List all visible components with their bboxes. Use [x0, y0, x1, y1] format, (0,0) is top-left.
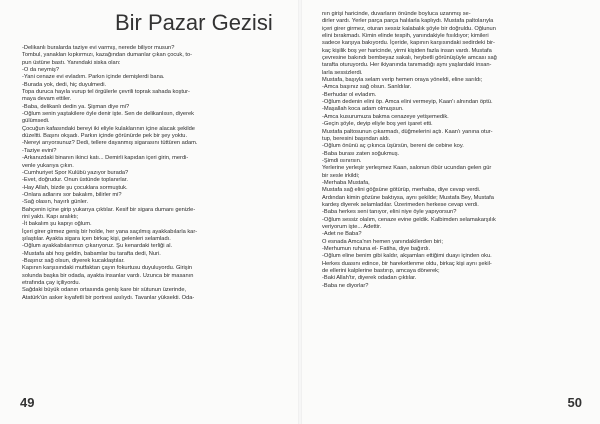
- text-line: tarafta oturuyordu. Her ikiyanında tanımadığı aynı yaşlardaki insan-: [322, 62, 492, 69]
- text-line: -Baba ne diyorlar?: [322, 282, 369, 289]
- text-line: etrafında çay içiliyordu.: [22, 280, 81, 286]
- text-line: O esnada Amca'nın hemen yanındakilerden biri;: [322, 238, 443, 245]
- text-line: Topa duruca hayıla vurup tel örgülerle çevrili toprak sahada koştur-: [22, 89, 190, 96]
- text-line: -O da neymiş?: [22, 67, 59, 74]
- text-line: -Evet, doğrudur. Onun üstünde toplanırlar.: [22, 177, 128, 184]
- text-line: Herkes duasını edince, bir hareketlenme oldu, birkaç kişi aynı şekil-: [322, 260, 492, 267]
- text-line: Yerlerine yerleşir yerleşmez Kaan, salonun öbür ucundan gelen gür: [322, 165, 492, 172]
- text-line: -Merhaba Mustafa,: [322, 179, 370, 186]
- text-line: -Oğlum eline benim gibi kaldır, akşamları ettiğimi duayı içinden oku.: [322, 253, 492, 260]
- text-line: rini yaktı. Kapı aralıktı;: [22, 213, 79, 220]
- text-line: sadece karşıya bakıyordu. İçeride, kapının karşısındaki sedirdeki bir-: [322, 40, 495, 47]
- text-line: veriyorum işte... Adettir.: [322, 223, 382, 230]
- text-line: şılaştılar. Ayakta sigara içen birkaç kişi, gelenleri selamladı.: [22, 235, 171, 242]
- text-line: -Baba herkes seni tanıyor, elini niye öyle yapıyorsun?: [322, 209, 457, 216]
- text-line: -Onlara adlarını sor bakalım, bilirler mi?: [22, 191, 122, 198]
- text-line: Çocuğun kafasındaki bereyi iki eliyle kulaklarının içine alacak şekilde: [22, 125, 195, 132]
- text-line: Mustafa, başıyla selam verip hemen oraya yöneldi, eline sarıldı;: [322, 77, 483, 84]
- text-line: Atatürk'ün asker kıyafetli bir portresi asılıydı. Tavanlar yüksekti. Oda-: [22, 294, 195, 301]
- text-line: Ardından kimin gözüne baktıysa, aynı şekilde; Mustafa Bey, Mustafa: [322, 194, 494, 201]
- text-line: İçeri girer girmez geniş bir holde, her yana saçılmış ayakkabılarla kar-: [22, 228, 198, 235]
- text-line: elini bırakmadı. Kimin elinde tespih, yanındakiyle fısıldıyor; kimileri: [322, 33, 489, 40]
- text-line: gülümsedi.: [22, 118, 50, 125]
- text-line: -Berhudar ol evladım.: [322, 91, 377, 98]
- text-line: dirler vardı. Yerler parça parça halılarla kaplıydı. Mustafa paltolarıyla: [322, 18, 494, 25]
- text-line: -Nereyi arıyorsunuz? Dedi, tellere dayanmış sigarasını tüttüren adam.: [22, 140, 198, 147]
- text-line: çevresine bakındı bembeyaz sakalı, heybetli görünüşüyle amcası sağ: [322, 55, 497, 62]
- text-line: Bahçenin içine girip yukarıya çıktılar. Kesif bir sigara dumanı genizle-: [22, 206, 196, 213]
- text-line: -Oğlum önünü aç çıkınca üşürsün, bereni de cebine koy.: [322, 143, 464, 150]
- text-line: -Delikanlı buralarda taziye evi varmış, nerede biliyor musun?: [22, 45, 175, 51]
- text-line: nın girişi haricinde, duvarların önünde boyluca uzanmış se-: [322, 11, 471, 17]
- text-line: -Cumhuriyet Spor Kulübü yazıyor burada?: [22, 169, 129, 176]
- text-line: Mustafa sağ elini göğsüne götürüp, merhaba, diye cevap verdi.: [322, 187, 481, 194]
- text-line: -Baba, delikanlı dedin ya. Şişman diye mi?: [22, 103, 130, 110]
- text-line: -Mustafa abi hoş geldin, babamlar bu tarafta dedi, Nuri.: [22, 250, 161, 257]
- text-line: kardeş diyerek selamladılar. Üzerimeden herkese cevap verdi.: [322, 201, 479, 208]
- text-line: -Geçin şöyle, deyip eliyle boş yeri işaret etti.: [322, 121, 433, 128]
- text-line: -Burada yok, dedi, hiç duyulmedi.: [22, 81, 107, 88]
- text-line: -Amca kusurumuza bakma cenazeye yetişemedik.: [322, 113, 449, 120]
- text-line: -Oğlum ayakkabılarımızı çıkarıyoruz. Şu kenardaki terliği al.: [22, 243, 173, 250]
- text-line: -Oğlum senin yaştakilere öyle denir işte. Sen de delikanlısın, diyerek: [22, 111, 194, 118]
- text-line: -Oğlum dedenin elini öp. Amca elini vermeyip, Kaan'ı alnından öptü.: [322, 99, 493, 106]
- text-line: kaç kişilik boş yer haricinde, yirmi kişiden fazla insan vardı. Mustafa: [322, 47, 492, 54]
- text-line: -Arkanızdaki binanın ikinci katı... Demirli kapıdan içeri girin, merdi-: [22, 155, 189, 162]
- text-line: içeri girer girmez, oturan sessiz kalabalık şöyle bir doğruldu. Oğlunun: [322, 25, 496, 32]
- text-line: venle yukarıya çıkın.: [22, 162, 74, 169]
- page-number-left: 49: [20, 395, 35, 410]
- text-line: -İt bakalım şu kapıyı oğlum.: [22, 221, 92, 228]
- text-line: larla sessizlerdi.: [322, 69, 363, 76]
- text-line: Tombul, yanakları kıpkırmızı, kazağından dumanlar çıkan çocuk, to-: [22, 52, 193, 59]
- text-line: de ellerini kalplerine bastırıp, amcaya dönerek;: [322, 268, 440, 275]
- text-line: maya devam ettiler.: [22, 96, 72, 103]
- text-line: -Baki Allah'tır, diyerek odadan çıktılar.: [322, 275, 417, 282]
- text-line: -Sağ olasın, hayırlı günler.: [22, 199, 89, 206]
- page-number-right: 50: [567, 395, 582, 410]
- right-text-column: [322, 11, 584, 290]
- text-line: solunda başka bir odada, ayakta insanlar vardı. Uzunca bir masanın: [22, 272, 194, 279]
- text-line: -Hay Allah, bizde şu çocuklara sormuştuk.: [22, 184, 128, 191]
- text-line: -Taziye evini?: [22, 147, 57, 154]
- text-line: pun üstüne bastı. Yanındaki siska olan:: [22, 59, 121, 66]
- text-line: -Maşallah koca adam olmuşsun.: [322, 106, 404, 113]
- story-title: Bir Pazar Gezisi: [115, 10, 273, 35]
- text-line: -Oğlum sessiz olalım, cenaze evine geldik. Kalbimden selamakarşılık: [322, 216, 496, 223]
- text-line: -Şimdi ısınırsın.: [322, 157, 362, 164]
- text-line: -Yani cenaze evi evladım. Parkın içinde demişlerdi bana.: [22, 74, 165, 81]
- right-page: [300, 0, 600, 424]
- text-line: tup, beresini başından aldı.: [322, 135, 391, 142]
- text-line: -Başınız sağ olsun, diyerek kucaklaştılar.: [22, 257, 125, 264]
- text-line: Sağdaki büyük odanın ortasında geniş kare bir sütunun üzerinde,: [22, 287, 187, 294]
- text-line: -Amca başınız sağ olsun. Sanldılar.: [322, 84, 412, 91]
- text-line: -Baba burası zaten soğukmuş.: [322, 150, 400, 157]
- text-line: Kapının karşısındaki mutfaktan çayın fokurtusu duyuluyordu. Girişin: [22, 265, 193, 272]
- left-text-column: [22, 45, 280, 302]
- text-line: Mustafa paltosunun çıkarmadı, düğmelerini açtı. Kaan'ı yanına otur-: [322, 128, 493, 135]
- text-line: düzeltti. Başını okşadı. Parkın içinde görünürde pek bir şey yoktu.: [22, 133, 188, 140]
- text-line: bir sesle irkildi;: [322, 172, 360, 179]
- text-line: -Merhumun ruhuna el- Fatiha, diye bağırdı.: [322, 246, 431, 252]
- text-line: -Adet ne Baba?: [322, 231, 362, 238]
